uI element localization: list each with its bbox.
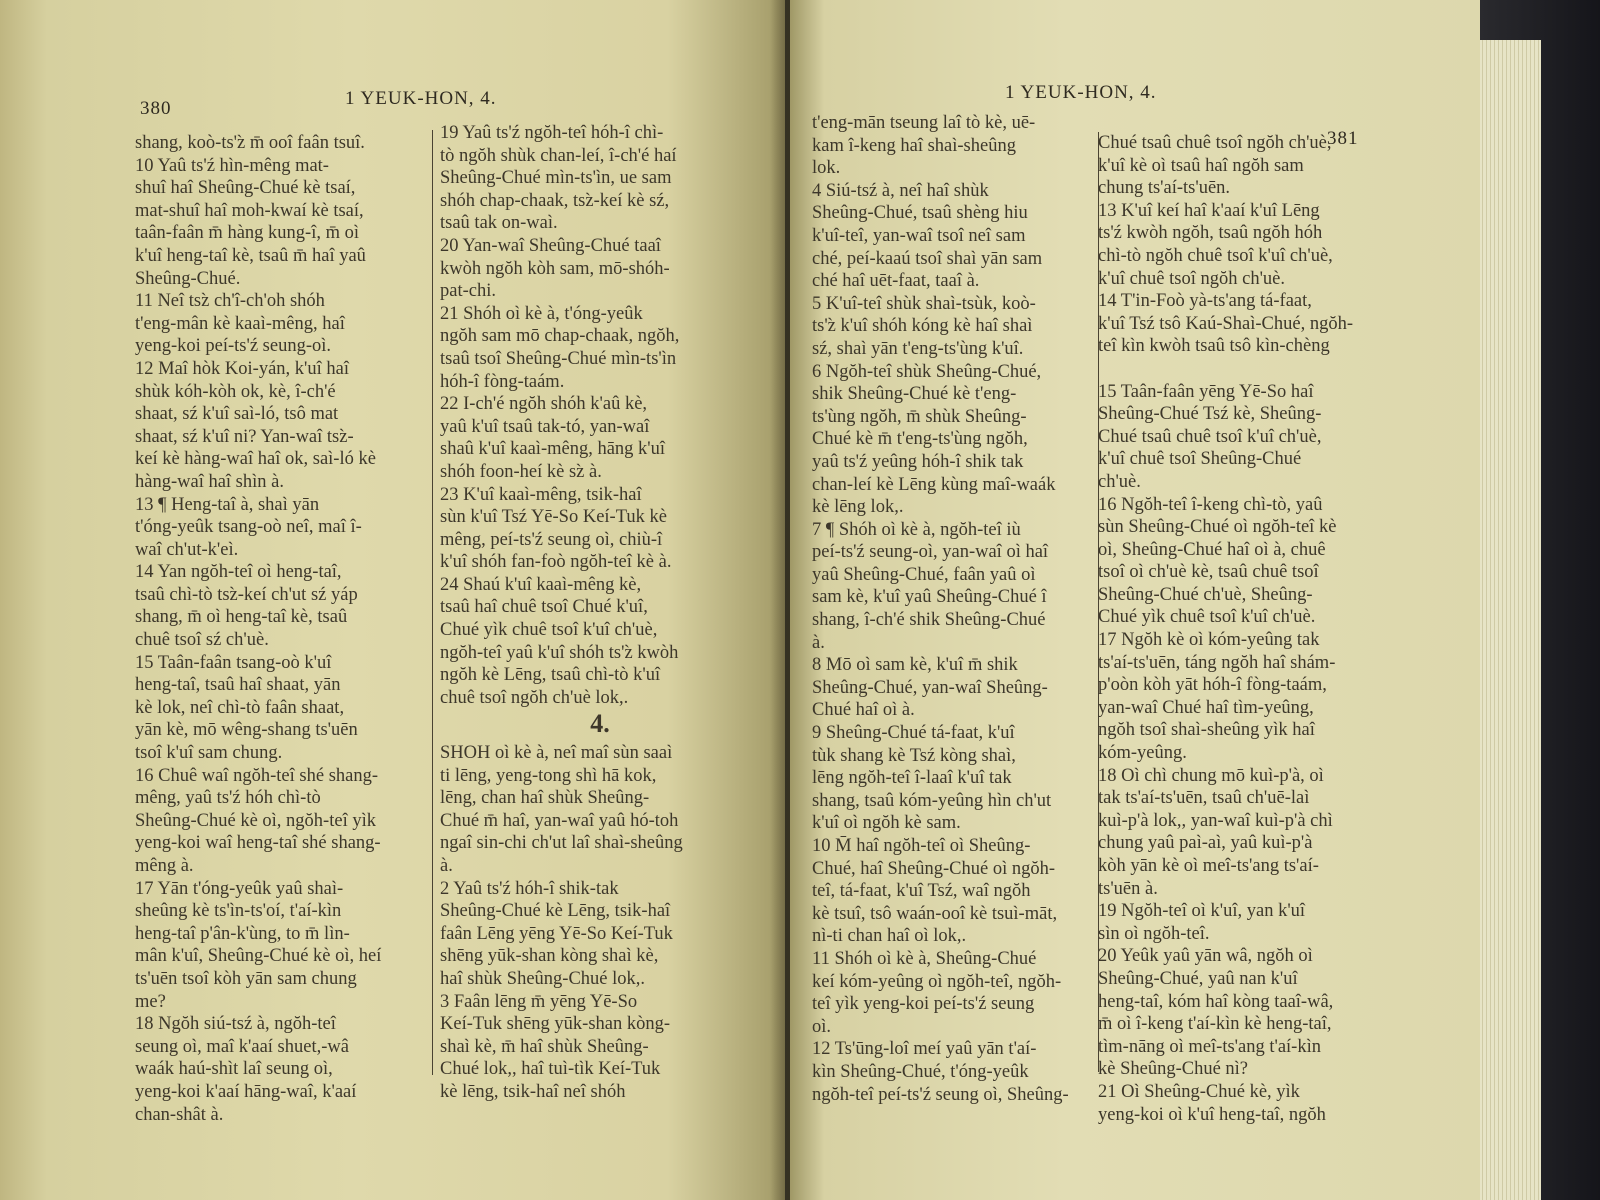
text-line: tsaû chì-tò tsz̀-keí ch'ut sź yáp	[135, 584, 358, 605]
text-line: yeng-koi waî heng-taî shé shang-	[135, 833, 381, 854]
page-edges	[1470, 40, 1541, 1200]
text-line: kuì-p'à lok,, yan-waî kuì-p'à chì	[1098, 810, 1333, 831]
text-line: Chué haî oì à.	[812, 700, 915, 721]
text-line: lēng ngŏh-teî î-laaî k'uî tak	[812, 768, 1012, 789]
text-line: Sheûng-Chué kè Lēng, tsik-haî	[440, 901, 671, 922]
text-line: à.	[812, 632, 825, 653]
text-line: 4 Siú-tsź à, neî haî shùk	[812, 180, 989, 201]
text-line: k'uî kè oì tsaû haî ngŏh sam	[1098, 155, 1304, 176]
text-line: ts'ùng ngŏh, m̄ shùk Sheûng-	[812, 406, 1027, 427]
text-line: 12 Ts'ūng-loî meí yaû yān t'aí-	[812, 1039, 1037, 1060]
text-line: lok.	[812, 158, 841, 179]
text-line: Sheûng-Chué, tsaû shèng hiu	[812, 203, 1028, 224]
text-line: ngŏh-teî peí-ts'ź seung oì, Sheûng-	[812, 1084, 1069, 1105]
text-line: kè lēng, tsik-haî neî shóh	[440, 1081, 626, 1102]
page-number-right: 381	[1327, 128, 1359, 149]
text-line: shùk kóh-kòh ok, kè, î-ch'é	[135, 381, 336, 402]
text-line: ngŏh tsoî shaì-sheûng yìk haî	[1098, 720, 1315, 741]
text-line: 22 I-ch'é ngŏh shóh k'aû kè,	[440, 394, 648, 415]
text-line: tak ts'aí-ts'uēn, tsaû ch'uē-laì	[1098, 788, 1310, 809]
text-line: keí kóm-yeûng oì ngŏh-teî, ngŏh-	[812, 971, 1062, 992]
text-line: tsoî oì ch'uè kè, tsaû chuê tsoî	[1098, 562, 1319, 583]
text-line: 16 Chuê waî ngŏh-teî shé shang-	[135, 765, 379, 786]
left-page	[0, 0, 785, 1200]
text-line: shik Sheûng-Chué kè t'eng-	[812, 384, 1017, 405]
text-line: 24 Shaú k'uî kaaì-mêng kè,	[440, 574, 642, 595]
text-line: mat-shuî haî moh-kwaí kè tsaí,	[135, 200, 364, 221]
text-line: 17 Yān t'óng-yeûk yaû shaì-	[135, 878, 344, 899]
text-line: t'óng-yeûk tsang-oò neî, maî î-	[135, 517, 362, 538]
text-line: sùn k'uî Tsź Yē-So Keí-Tuk kè	[440, 507, 667, 528]
text-line: tsaû tsoî Sheûng-Chué mìn-ts'ìn	[440, 348, 677, 369]
text-line: shang, koò-ts'z̀ m̄ ooî faân tsuî.	[135, 133, 365, 153]
text-line: 15 Taân-faân yēng Yē-So haî	[1098, 381, 1314, 402]
text-line: k'uî oì ngŏh kè sam.	[812, 813, 961, 834]
text-line: yaû Sheûng-Chué, faân yaû oì	[812, 564, 1036, 585]
text-line: 23 K'uî kaaì-mêng, tsik-haî	[440, 484, 642, 505]
text-line: Keí-Tuk shēng yūk-shan kòng-	[440, 1014, 671, 1035]
text-line: oì.	[812, 1016, 832, 1037]
text-line: 18 Oì chì chung mō kuì-p'à, oì	[1098, 765, 1324, 786]
text-line: sheûng kè ts'ìn-ts'oí, t'aí-kìn	[135, 901, 342, 922]
text-line: yan-waî Chué haî tìm-yeûng,	[1098, 697, 1314, 718]
text-line: ngŏh kè Lēng, tsaû chì-tò k'uî	[440, 665, 661, 686]
text-line: SHOH oì kè à, neî maî sùn saaì	[440, 743, 673, 764]
text-line: nì-ti chan haî oì lok,.	[812, 926, 967, 947]
text-line: 7 ¶ Shóh oì kè à, ngŏh-teî iù	[812, 519, 1021, 540]
text-line: yān kè, mō wêng-shang ts'uēn	[135, 720, 358, 741]
text-line: ch'uè.	[1098, 471, 1141, 492]
text-line: ts'z̀ k'uî shóh kóng kè haî shaì	[812, 316, 1033, 337]
text-line: Chué kè m̄ t'eng-ts'ùng ngŏh,	[812, 429, 1028, 450]
running-head: 1 YEUK-HON, 4.	[345, 88, 497, 109]
text-line: ti lēng, yeng-tong shì hā kok,	[440, 765, 657, 786]
text-line: 2 Yaû ts'ź hóh-î shik-tak	[440, 878, 619, 899]
right-page	[790, 0, 1480, 1200]
text-line: 10 M̄ haî ngŏh-teî oì Sheûng-	[812, 836, 1031, 856]
text-line: ngŏh sam mō chap-chaak, ngŏh,	[440, 326, 680, 347]
text-line: taân-faân m̄ hàng kung-î, m̄ oì	[135, 223, 359, 244]
text-line: k'uî chuê tsoî ngŏh ch'uè.	[1098, 268, 1286, 289]
text-line: Sheûng-Chué, yaû nan k'uî	[1098, 968, 1298, 989]
text-line: 21 Oì Sheûng-Chué kè, yìk	[1098, 1081, 1300, 1102]
text-line: m̄ oì î-keng t'aí-kìn kè heng-taî,	[1098, 1014, 1332, 1035]
text-line: Sheûng-Chué ch'uè, Sheûng-	[1098, 584, 1313, 605]
text-line: chì-tò ngŏh chuê tsoî k'uî ch'uè,	[1098, 245, 1333, 266]
text-line: tò ngŏh shùk chan-leí, î-ch'é haí	[440, 145, 677, 166]
text-line: chung ts'aí-ts'uēn.	[1098, 178, 1231, 199]
text-line: Chué lok,, haî tuì-tìk Keí-Tuk	[440, 1059, 661, 1080]
text-line: ts'ź kwòh ngŏh, tsaû ngŏh hóh	[1098, 223, 1323, 244]
text-line: mêng à.	[135, 856, 194, 876]
text-line: hóh-î fòng-taám.	[440, 371, 565, 392]
text-line: p'oòn kòh yāt hóh-î fòng-taám,	[1098, 675, 1327, 696]
text-line: tùk shang kè Tsź kòng shaì,	[812, 745, 1016, 766]
text-line: yaû k'uî tsaû tak-tó, yan-waî	[440, 416, 650, 437]
text-line: tsaû tak on-waì.	[440, 213, 558, 234]
text-line: pat-chi.	[440, 281, 496, 302]
text-line: chan-leí kè Lēng kùng maî-waák	[812, 474, 1056, 495]
text-line: k'uî Tsź tsô Kaú-Shaì-Chué, ngŏh-	[1098, 313, 1354, 334]
text-line: tsaû haî chuê tsoî Chué k'uî,	[440, 597, 648, 618]
text-line: teî kìn kwòh tsaû tsô kìn-chèng	[1098, 336, 1330, 357]
text-line: ché haî uēt-faat, taaî à.	[812, 271, 980, 292]
text-line: k'uî-teî, yan-waî tsoî neî sam	[812, 225, 1026, 246]
text-line: ts'uēn à.	[1098, 878, 1158, 899]
text-line: haî shùk Sheûng-Chué lok,.	[440, 968, 646, 989]
text-line: Sheûng-Chué, yan-waî Sheûng-	[812, 677, 1048, 698]
text-line: Chué yìk chuê tsoî k'uî ch'uè,	[440, 620, 658, 641]
right-column-2	[1098, 132, 1388, 1126]
text-line: sìn oì ngŏh-teî.	[1098, 923, 1210, 944]
text-line: heng-taî, tsaû haî shaat, yān	[135, 675, 341, 696]
text-line: 20 Yan-waî Sheûng-Chué taaî	[440, 235, 661, 256]
text-line: t'eng-mân kè kaaì-mêng, haî	[135, 313, 345, 334]
text-line: seung oì, maî k'aaí shuet,-wâ	[135, 1036, 349, 1057]
text-line: 20 Yeûk yaû yān wâ, ngŏh oì	[1098, 946, 1313, 967]
text-line: 14 T'in-Foò yà-ts'ang tá-faat,	[1098, 291, 1312, 312]
text-line: k'uî shóh fan-foò ngŏh-teî kè à.	[440, 552, 672, 573]
text-line: k'uî heng-taî kè, tsaû m̄ haî yaû	[135, 245, 366, 266]
text-line: 16 Ngŏh-teî î-keng chì-tò, yaû	[1098, 494, 1323, 515]
text-line: mêng, yaû ts'ź hóh chì-tò	[135, 788, 321, 809]
text-line: kè Sheûng-Chué nì?	[1098, 1059, 1249, 1080]
text-line: 5 K'uî-teî shùk shaì-tsùk, koò-	[812, 293, 1036, 314]
text-line: hàng-waî haî shìn à.	[135, 471, 284, 492]
text-line: shang, tsaû kóm-yeûng hìn ch'ut	[812, 790, 1052, 811]
text-line: shuî haî Sheûng-Chué kè tsaí,	[135, 178, 356, 199]
text-line: peí-ts'ź seung-oì, yan-waî oì haî	[812, 542, 1049, 563]
left-column-1	[135, 132, 430, 1126]
text-line: yaû ts'ź yeûng hóh-î shik tak	[812, 451, 1024, 472]
right-column-1	[812, 112, 1112, 1106]
text-line: 17 Ngŏh kè oì kóm-yeûng tak	[1098, 630, 1320, 651]
text-line: Chué m̄ haî, yan-waî yaû hó-toh	[440, 810, 679, 831]
text-line: kè lēng lok,.	[812, 497, 904, 518]
text-line: 11 Neî tsz̀ ch'î-ch'oh shóh	[135, 291, 325, 312]
text-line: 18 Ngŏh siú-tsź à, ngŏh-teî	[135, 1014, 336, 1035]
text-line: me?	[135, 991, 166, 1012]
text-line: t'eng-mān tseung laî tò kè, uē-	[812, 113, 1036, 133]
text-line: yeng-koi k'aaí hāng-waî, k'aaí	[135, 1081, 357, 1102]
text-line: keí kè hàng-waî haî ok, saì-ló kè	[135, 449, 376, 470]
text-line: 8 Mō oì sam kè, k'uî m̄ shik	[812, 655, 1018, 676]
text-line: chuê tsoî ngŏh ch'uè lok,.	[440, 687, 629, 708]
text-line: Chué yìk chuê tsoî k'uî ch'uè.	[1098, 607, 1316, 628]
text-line: tsoî k'uî sam chung.	[135, 743, 283, 764]
text-line: kam î-keng haî shaì-sheûng	[812, 135, 1016, 156]
text-line: yeng-koi oì k'uî heng-taî, ngŏh	[1098, 1104, 1326, 1125]
text-line	[1098, 358, 1388, 381]
text-line: sùn Sheûng-Chué oì ngŏh-teî kè	[1098, 517, 1337, 538]
text-line: teî yìk yeng-koi peí-ts'ź seung	[812, 994, 1035, 1015]
text-line: shaat, sź k'uî saì-ló, tsô mat	[135, 404, 339, 425]
text-line: 12 Maî hòk Koi-yán, k'uî haî	[135, 358, 349, 379]
text-line: ché, peí-kaaú tsoî shaì yān sam	[812, 248, 1043, 269]
text-line: 14 Yan ngŏh-teî oì heng-taî,	[135, 562, 342, 583]
text-line: chuê tsoî sź ch'uè.	[135, 630, 269, 651]
text-line: sam kè, k'uî yaû Sheûng-Chué î	[812, 587, 1047, 608]
chapter-heading: 4.	[590, 709, 610, 739]
text-line: 15 Taân-faân tsang-oò k'uî	[135, 652, 332, 673]
text-line: ngaî sin-chi ch'ut laî shaì-sheûng	[440, 833, 683, 854]
page-number: 380	[140, 98, 172, 119]
text-line: mân k'uî, Sheûng-Chué kè oì, heí	[135, 946, 382, 967]
text-line: faân Lēng yēng Yē-So Keí-Tuk	[440, 923, 673, 944]
text-line: 19 Ngŏh-teî oì k'uî, yan k'uî	[1098, 901, 1306, 922]
text-line: ngŏh-teî yaû k'uî shóh ts'z̀ kwòh	[440, 642, 679, 663]
text-line: waî ch'ut-k'eì.	[135, 539, 239, 560]
text-line: 13 K'uî keí haî k'aaí k'uî Lēng	[1098, 200, 1320, 221]
text-line: Chué tsaû chuê tsoî ngŏh ch'uè,	[1098, 133, 1332, 153]
text-line: kòh yān kè oì meî-ts'ang ts'aí-	[1098, 856, 1319, 876]
text-line: 6 Ngŏh-teî shùk Sheûng-Chué,	[812, 361, 1042, 382]
running-head-right: 1 YEUK-HON, 4.	[1005, 82, 1157, 103]
text-line: mêng, peí-ts'ź seung oì, chiù-î	[440, 529, 663, 550]
text-line: shang, î-ch'é shik Sheûng-Chué	[812, 610, 1046, 631]
text-line: tìm-nāng oì meî-ts'ang t'aí-kìn	[1098, 1036, 1321, 1057]
text-line: kóm-yeûng.	[1098, 743, 1187, 764]
text-line: heng-taî, kóm haî kòng taaî-wâ,	[1098, 991, 1334, 1012]
text-line: shaì kè, m̄ haî shùk Sheûng-	[440, 1036, 649, 1057]
text-line: oì, Sheûng-Chué haî oì à, chuê	[1098, 539, 1326, 560]
text-line: Chué tsaû chuê tsoî k'uî ch'uè,	[1098, 426, 1322, 447]
text-line: 10 Yaû ts'ź hìn-mêng mat-	[135, 155, 329, 176]
text-line: kè lok, neî chì-tò faân shaat,	[135, 697, 345, 718]
text-line: Chué, haî Sheûng-Chué oì ngŏh-	[812, 858, 1056, 879]
text-line: shaat, sź k'uî ni? Yan-waî tsz̀-	[135, 426, 354, 447]
text-line: shóh chap-chaak, tsz̀-keí kè sź,	[440, 190, 670, 211]
text-line: ts'aí-ts'uēn, táng ngŏh haî shám-	[1098, 652, 1336, 673]
text-line: Sheûng-Chué kè oì, ngŏh-teî yìk	[135, 810, 376, 831]
text-line: Sheûng-Chué Tsź kè, Sheûng-	[1098, 404, 1322, 425]
text-line: teî, tá-faat, k'uî Tsź, waî ngŏh	[812, 881, 1031, 902]
text-line: yeng-koi peí-ts'ź seung-oì.	[135, 336, 331, 357]
text-line: Sheûng-Chué.	[135, 268, 241, 289]
text-line: Sheûng-Chué mìn-ts'ìn, ue sam	[440, 168, 672, 189]
text-line: shaû k'uî kaaì-mêng, hāng k'uî	[440, 439, 666, 460]
text-line: chan-shât à.	[135, 1104, 224, 1125]
text-line: chung yaû paì-aì, yaû kuì-p'à	[1098, 833, 1313, 854]
text-line: lēng, chan haî shùk Sheûng-	[440, 788, 650, 809]
text-line: ts'uēn tsoî kòh yān sam chung	[135, 968, 357, 989]
text-line: 9 Sheûng-Chué tá-faat, k'uî	[812, 723, 1015, 744]
text-line: k'uî chuê tsoî Sheûng-Chué	[1098, 449, 1302, 470]
column-rule	[432, 130, 433, 1075]
text-line: 13 ¶ Heng-taî à, shaì yān	[135, 494, 320, 515]
text-line: kìn Sheûng-Chué, t'óng-yeûk	[812, 1061, 1029, 1082]
text-line: 3 Faân lēng m̄ yēng Yē-So	[440, 991, 638, 1012]
text-line: kwòh ngŏh kòh sam, mō-shóh-	[440, 258, 670, 279]
left-column-2	[440, 122, 760, 1104]
text-line: waák haú-shìt laî seung oì,	[135, 1059, 333, 1080]
text-line: 11 Shóh oì kè à, Sheûng-Chué	[812, 948, 1037, 969]
text-line: sź, shaì yān t'eng-ts'ùng k'uî.	[812, 338, 1024, 359]
text-line: à.	[440, 856, 453, 876]
text-line: shēng yūk-shan kòng shaì kè,	[440, 946, 659, 967]
text-line: heng-taî p'ân-k'ùng, to m̄ lìn-	[135, 923, 350, 944]
text-line: 19 Yaû ts'ź ngŏh-teî hóh-î chì-	[440, 123, 664, 143]
text-line: 21 Shóh oì kè à, t'óng-yeûk	[440, 303, 643, 324]
text-line: shang, m̄ oì heng-taî kè, tsaû	[135, 607, 348, 628]
text-line: shóh foon-heí kè sz̀ à.	[440, 461, 602, 482]
text-line: kè tsuî, tsô waán-ooî kè tsuì-māt,	[812, 903, 1058, 924]
